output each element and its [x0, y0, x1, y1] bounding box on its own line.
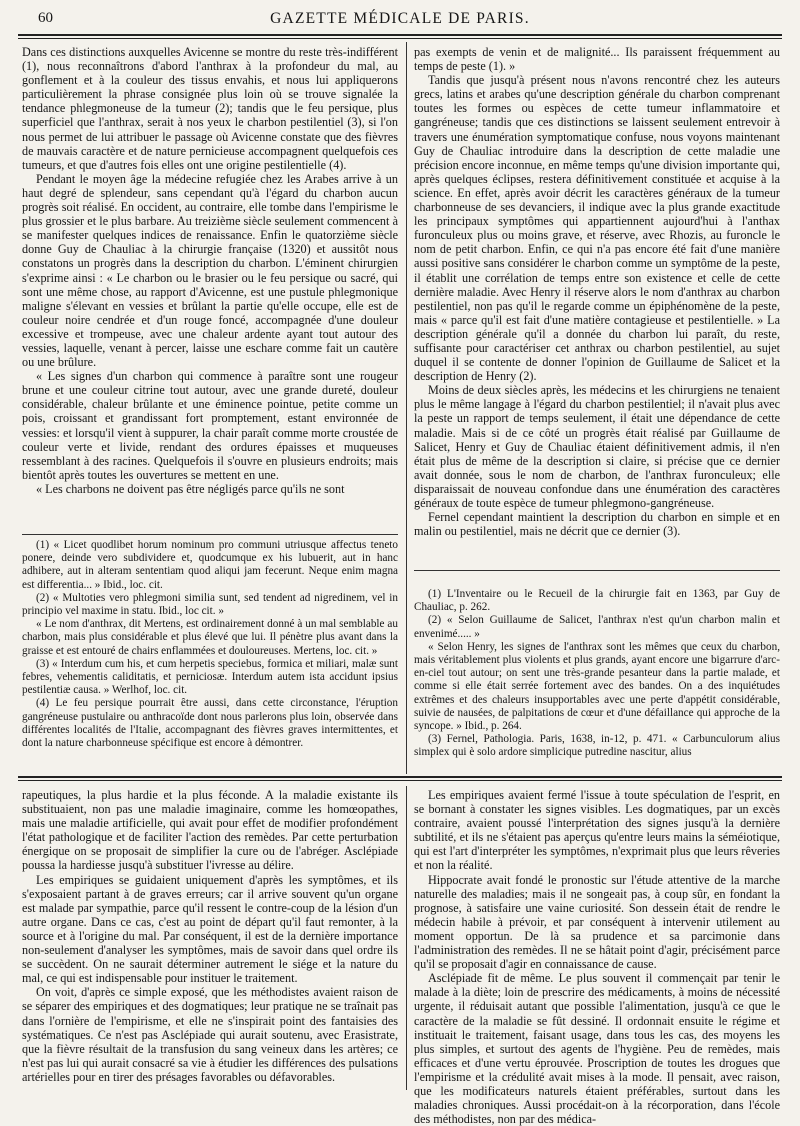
paragraph: Hippocrate avait fondé le pronostic sur l'étude attentive de la marche naturelle des maladies; mais il ne songeait pas, à coup sûr, en fondant la prognose, à satisfaire une vaine curiosité. Son dessein était de rendre le médecin habile à prévoir, et par conséquent à intervenir utilement au moment opportun. De là sa prudence et sa parcimonie dans l'administration des remèdes. Il ne se hâtait point d'agir, précisément parce qu'il se proposait d'agir en connaissance de cause.: [414, 872, 780, 972]
footnote: (3) Fernel, Pathologia. Paris, 1638, in-12, p. 471. « Carbunculorum alius simplex qui è solo ardore simplicique putredine nascitur, alius: [414, 733, 780, 759]
footnote: (4) Le feu persique pourrait être aussi, dans cette circonstance, l'éruption gangréneuse pustulaire ou anthracoïde dont nous parlerons plus loin, observée dans différentes localités de l'Italie, accompagnant des fièvres graves intermittentes, et dont la nature charbonneuse spécifique est encore à démontrer.: [22, 697, 398, 750]
bottom-left-column: [22, 788, 398, 1088]
paragraph: « Les signes d'un charbon qui commence à paraître sont une rougeur brune et une couleur citrine tout autour, avec une grande dureté, douleur considérable, chaleur brûlante et une éminence pointue, petite comme un pois, croissant et grandissant fort promptement, estant environnée de vessies: et lorsqu'il vient à suppurer, la chair paraît comme morte croustée de couleur verte et livide, rendant des ordures épaisses et muqueuses ressemblant à des racines. Quelquefois il s'ouvre en plusieurs endroits; mais bientôt après toutes les ouvertures se mettent en une.: [22, 369, 398, 482]
page-header: [18, 6, 782, 32]
bottom-right-column: [414, 788, 780, 1126]
top-right-footnotes: [414, 588, 780, 772]
paragraph: rapeutiques, la plus hardie et la plus féconde. A la maladie existante ils substituaient, non pas une maladie imaginaire, comme les homœopathes, mais une maladie artificielle, qui avait pour effet de modifier profondément l'état pathologique et de faciliter l'action des remèdes. Par cette perturbation énergique on se proposait de simplifier la cure ou de l'abréger. Asclépiade poussa la hardiesse jusqu'à substituer l'ivresse au délire.: [22, 788, 398, 873]
footnote-rule: [414, 570, 780, 571]
section-rule: [18, 776, 782, 778]
footnote: (1) L'Inventaire ou le Recueil de la chirurgie fait en 1363, par Guy de Chauliac, p. 262.: [414, 588, 780, 614]
footnote: « Selon Henry, les signes de l'anthrax sont les mêmes que ceux du charbon, mais véritablement plus violents et plus grands, ayant encore une bigarrure d'arc-en-ciel tout autour; on sent une très-grande pesanteur dans la partie malade, et comme si elle était serrée fortement avec des bandes. On a des inquiétudes extrêmes et des chaleurs insupportables avec une perte d'appétit considérable, suivie de nausées, de palpitations de cœur et d'une défaillance qui approche de la syncope. » Ibid., p. 264.: [414, 640, 780, 733]
column-divider: [406, 786, 407, 1090]
paragraph: Fernel cependant maintient la description du charbon en simple et en malin ou pestilentiel, mais ne décrit que ce dernier (3).: [414, 510, 780, 539]
footnote: (1) « Licet quodlibet horum nominum pro communi utriusque affectus teneto ponere, deinde vero subdividere et, quodcumque ex his lubuerit, aut in hanc adhibere, aut in alteram sententiam quod aliqui jam fecerunt. Neque enim magna est differentia... » Ibid., loc. cit.: [22, 539, 398, 591]
column-divider: [406, 42, 407, 774]
header-rule-thin: [18, 38, 782, 39]
header-rule: [18, 34, 782, 36]
paragraph: Tandis que jusqu'à présent nous n'avons rencontré chez les auteurs grecs, latins et arabes qu'une description générale du charbon comprenant toutes les formes ou espèces de cette tumeur inflammatoire et gangréneuse; tandis que ces distinctions se laissent seulement entrevoir à travers une énumération symptomatique confuse, nous voyons maintenant Guy de Chauliac introduire dans la description de cette maladie une précision encore inconnue, en même temps qu'une division importante qui, après quelques éclipses, restera définitivement constituée et acquise à la science. En effet, après avoir décrit les caractères généraux de la tumeur charbonneuse de ses devanciers, il indique avec la plus grande exactitude les principaux symptômes qui appartiennent aujourd'hui à l'anthax furonculeux plus ou moins grave, et réserve, avec Rhozis, au furoncle le nom de petit charbon. Enfin, ce qui n'a pas encore été fait d'une manière aussi positive sans considérer le charbon comme un symptôme de la peste, il établit une corrélation de temps entre son existence et celle de cette dernière maladie. Avec Henry il réserve alors le nom d'anthrax au charbon pestilentiel, non pas qu'il le regarde comme un épiphénomène de la peste, mais « parce qu'il est fait d'une matière contagieuse et pestilentielle. » La description générale qu'il a donnée du charbon lui paraît, du reste, suffisante pour caractériser cet anthrax ou charbon pestilentiel, au sujet duquel il se contente de donner l'opinion de Guillaume de Salicet et la description de Henry (2).: [414, 73, 780, 384]
page-title: GAZETTE MÉDICALE DE PARIS.: [270, 10, 530, 27]
footnote-rule: [22, 534, 398, 535]
top-left-column: [22, 45, 398, 530]
footnote: « Le nom d'anthrax, dit Mertens, est ordinairement donné à un mal semblable au charbon, mais plus considérable et plus élevé que lui. Il pénètre plus avant dans la graisse et est entouré de chairs enflammées et douloureuses. Mertens, loc. cit. »: [22, 618, 398, 657]
footnote: (3) « Interdum cum his, et cum herpetis speciebus, formica et miliari, malæ sunt febres, vehementis caliditatis, et perniciosæ. Interdum autem ista accidunt ipsius pestilentiæ causa. » Werlhof, loc. cit.: [22, 657, 398, 697]
paragraph: Moins de deux siècles après, les médecins et les chirurgiens ne tenaient plus le même langage à l'égard du charbon pestilentiel; il n'avait plus avec la peste un rapport de temps seulement, il était une dépendance de cette maladie. Mais si de ce côté un progrès était réalisé par Guillaume de Salicet, Henry et Guy de Chauliac étaient définitivement admis, il n'en était plus de même de la description si claire, si précise que ce dernier avait donnée, sous le nom de charbon, de l'anthrax furonculeux; elle disparaissait de nouveau confondue dans une énumération des caractères généraux de toute espèce de tumeur phlegmono-gangréneuse.: [414, 383, 780, 510]
paragraph: Asclépiade fit de même. Le plus souvent il commençait par tenir le malade à la diète; loin de prescrire des médicaments, à moins de nécessité urgente, il réduisait autant que possible l'alimentation, jusqu'à ce que le caractère de la maladie se fût dessiné. Il ordonnait ensuite le régime et instituait le traitement, faisant usage, dans tous les cas, des moyens les plus simples, et surtout des agents de l'hygiène. Peu de remèdes, mais efficaces et d'une vertu éprouvée. Proscription de toutes les drogues que l'empirisme et la crédulité avait mises à la mode. Il pensait, avec raison, que les modificateurs naturels étaient préférables, surtout dans les maladies chroniques. Aussi procédait-on à la récorporation, dans l'école des méthodistes, non par des médica-: [414, 971, 780, 1126]
paragraph: On voit, d'après ce simple exposé, que les méthodistes avaient raison de se séparer des empiriques et des dogmatiques; leur pratique ne se traînait pas dans l'ornière de l'empirisme, et elle ne s'inspirait point des fantaisies des systématiques. Ce n'est pas Asclépiade qui aurait soutenu, avec Erasistrate, que la fièvre résultait de la transfusion du sang veineux dans les artères; ce n'est pas lui qui aurait consacré sa vie à étudier les différences des pulsations artérielles pour en tirer des présages favorables ou défavorables.: [22, 985, 398, 1084]
footnote: (2) « Multoties vero phlegmoni similia sunt, sed tendent ad nigredinem, vel in principio vel maxime in statu. Ibid., loc cit. »: [22, 591, 398, 618]
paragraph: Pendant le moyen âge la médecine refugiée chez les Arabes arrive à un haut degré de splendeur, sans cependant qu'à l'égard du charbon aucun progrès soit réalisé. En occident, au contraire, elle tombe dans l'empirisme le plus grossier et le plus barbare. Au treizième siècle seulement commencent à se manifester quelques indices de renaissance. Enfin le quatorzième siècle donne Guy de Chauliac à la chirurgie française (1320) et aussitôt nous constatons un progrès dans la description du charbon. L'éminent chirurgien s'exprime ainsi : « Le charbon ou le brasier ou le feu persique ou sacré, qui sont une même chose, au rapport d'Avicenne, est une pustule phlegmonique maligne s'élevant en vessies et brûlant la partie qu'elle occupe, elle est de couleur noire cendrée et d'un rouge foncé, accompagnée d'une douleur excessive et trompeuse, avec une chaleur ardente ayant tout autour des vessies, laquelle, venant à percer, laisse une eschare comme fait un cautère ou une brûlure.: [22, 171, 398, 370]
section-rule-thin: [18, 780, 782, 781]
top-right-column: [414, 45, 780, 565]
paragraph: pas exempts de venin et de malignité... Ils paraissent fréquemment au temps de peste (1). »: [414, 45, 780, 74]
page-number: 60: [38, 10, 53, 26]
top-left-footnotes: [22, 539, 398, 771]
paragraph: Dans ces distinctions auxquelles Avicenne se montre du reste très-indifférent (1), nous reconnaîtrons d'abord l'anthrax à la profondeur du mal, au gonflement et à la couleur des tissus envahis, et nous lui appliquerons particulièrement la phrase consignée plus loin où se trouve signalée la tendance phlegmoneuse de la tumeur (2); tandis que le feu persique, plus superficiel que l'anthrax, serait à nos yeux le charbon pestilentiel (3), si l'on nous permet de lui attribuer le passage où Avicenne constate que des fièvres de mauvais caractère et de nature pernicieuse accompagnent quelquefois ces tumeurs, et que d'autres fois elles ont une origine pestilentielle (4).: [22, 45, 398, 172]
paragraph: « Les charbons ne doivent pas être négligés parce qu'ils ne sont: [36, 481, 345, 496]
paragraph: Les empiriques se guidaient uniquement d'après les symptômes, et ils s'exposaient partant à de graves erreurs; car il arrive souvent qu'un organe est malade par sympathie, parce qu'il ressent le contre-coup de la lésion d'un autre organe. Dans ce cas, c'est au point de départ qu'il faut remonter, à la source et à l'origine du mal. Par conséquent, il est de la dernière importance non-seulement d'analyser les symptômes, mais de savoir dans quel ordre ils se succèdent. On ne saurait déterminer autrement le siége et la nature du mal, ce qui est indispensable pour instituer le traitement.: [22, 872, 398, 986]
footnote: (2) « Selon Guillaume de Salicet, l'anthrax n'est qu'un charbon malin et envenimé..... »: [414, 614, 780, 640]
paragraph: Les empiriques avaient fermé l'issue à toute spéculation de l'esprit, en se bornant à constater les signes visibles. Les dogmatiques, par un excès contraire, avaient poussé l'interprétation des signes jusqu'à la dernière subtilité, et ils ne s'étaient pas aperçus qu'entre leurs mains la séméiotique, qui est l'art d'interpréter les symptômes, n'exprimait plus que leurs rêveries et non la réalité.: [414, 788, 780, 873]
